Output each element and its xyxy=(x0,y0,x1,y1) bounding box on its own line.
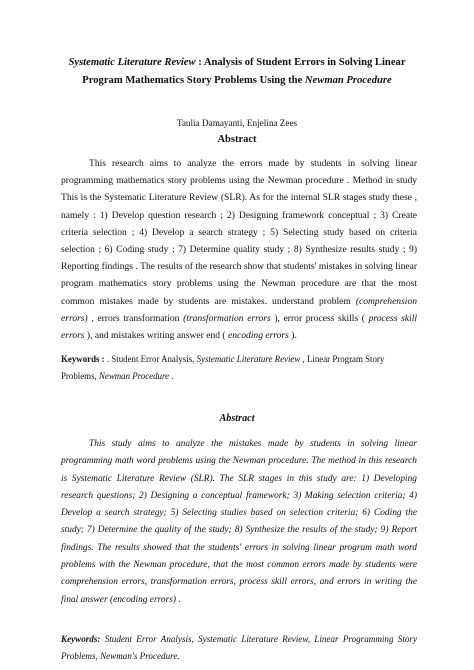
abstract-text-3: ), error process skills ( xyxy=(270,312,369,324)
paper-title xyxy=(50,54,424,90)
abstract-english xyxy=(61,155,417,344)
keywords-italic-2: Newman Procedure xyxy=(98,371,170,382)
title-italic-part: Systematic Literature Review xyxy=(68,57,196,68)
abstract-heading: Abstract xyxy=(217,134,257,145)
abstract-text-4: ), and mistakes writing answer end ( xyxy=(84,330,228,342)
abstract-text-5: ). xyxy=(288,330,297,342)
keywords-text-3: . xyxy=(169,371,174,382)
keywords-second xyxy=(61,631,417,665)
abstract-second: This study aims to analyze the mistakes made by students in solving linear programming math word problems using the Newman procedure. The method in this research is Systematic Literature Review (SLR). The SLR stages in this study are: 1) Developing research questions; 2) Designing a conceptual framework; 3) Making selection criteria; 4) Develop a search strategy; 5) Selecting studies based on selection criteria; 6) Coding the study; 7) Determine the quality of the study; 8) Synthesize the results of the study; 9) Report findings. The results showed that the students' errors in solving linear program math word problems with the Newman procedure, that the most common errors made by students were comprehension errors, transformation errors, process skill errors, and errors in writing the final answer (encoding errors) . xyxy=(61,439,417,605)
keywords-italic-1: Systematic Literature Review xyxy=(196,354,301,364)
abstract-term-4: encoding errors xyxy=(227,330,289,342)
title-main-part: : Analysis of Student Errors in Solving Linear Program Mathematics Story Problems Using the xyxy=(82,57,406,86)
title-italic-part-2: Newman Procedure xyxy=(304,75,392,86)
abstract-term-3: process skill errors xyxy=(61,312,417,342)
keywords-label: Keywords : xyxy=(61,354,107,364)
abstract-term-1: (comprehension errors) xyxy=(61,295,417,324)
keywords-text-2: , Linear Program Story Problems, xyxy=(61,354,385,382)
abstract-text-1: This research aims to analyze the errors made by students in solving linear programming mathematics story problems using the Newman procedure . Method in study This is the Systematic Literature Review (SLR). As for the internal SLR stages study these , namely : 1) Develop question research ; 2) Designing framework conceptual ; 3) Create criteria selection ; 4) Develop a search strategy ; 5) Selecting study based on criteria selection ; 6) Coding study ; 7) Determine quality study ; 8) Synthesize results study ; 9) Reporting findings . The results of the research show that students' mistakes in solving linear program mathematics story problems using the Newman procedure are that the most common mistakes made by students are mistakes. understand problem xyxy=(61,158,417,307)
keywords-english xyxy=(61,351,417,385)
authors: Taulia Damayanti, Enjelina Zees xyxy=(176,118,298,128)
abstract-term-2: (transformation errors xyxy=(183,312,271,324)
keywords-second-label: Keywords: xyxy=(61,634,101,644)
abstract-heading-second: Abstract xyxy=(219,413,255,424)
keywords-text-1: . Student Error Analysis, xyxy=(106,354,197,364)
keywords-second-text: Student Error Analysis, Systematic Literature Review, Linear Programming Story Problems, Newman's Procedure. xyxy=(61,634,417,662)
abstract-text-2: , errors transformation xyxy=(87,312,184,324)
